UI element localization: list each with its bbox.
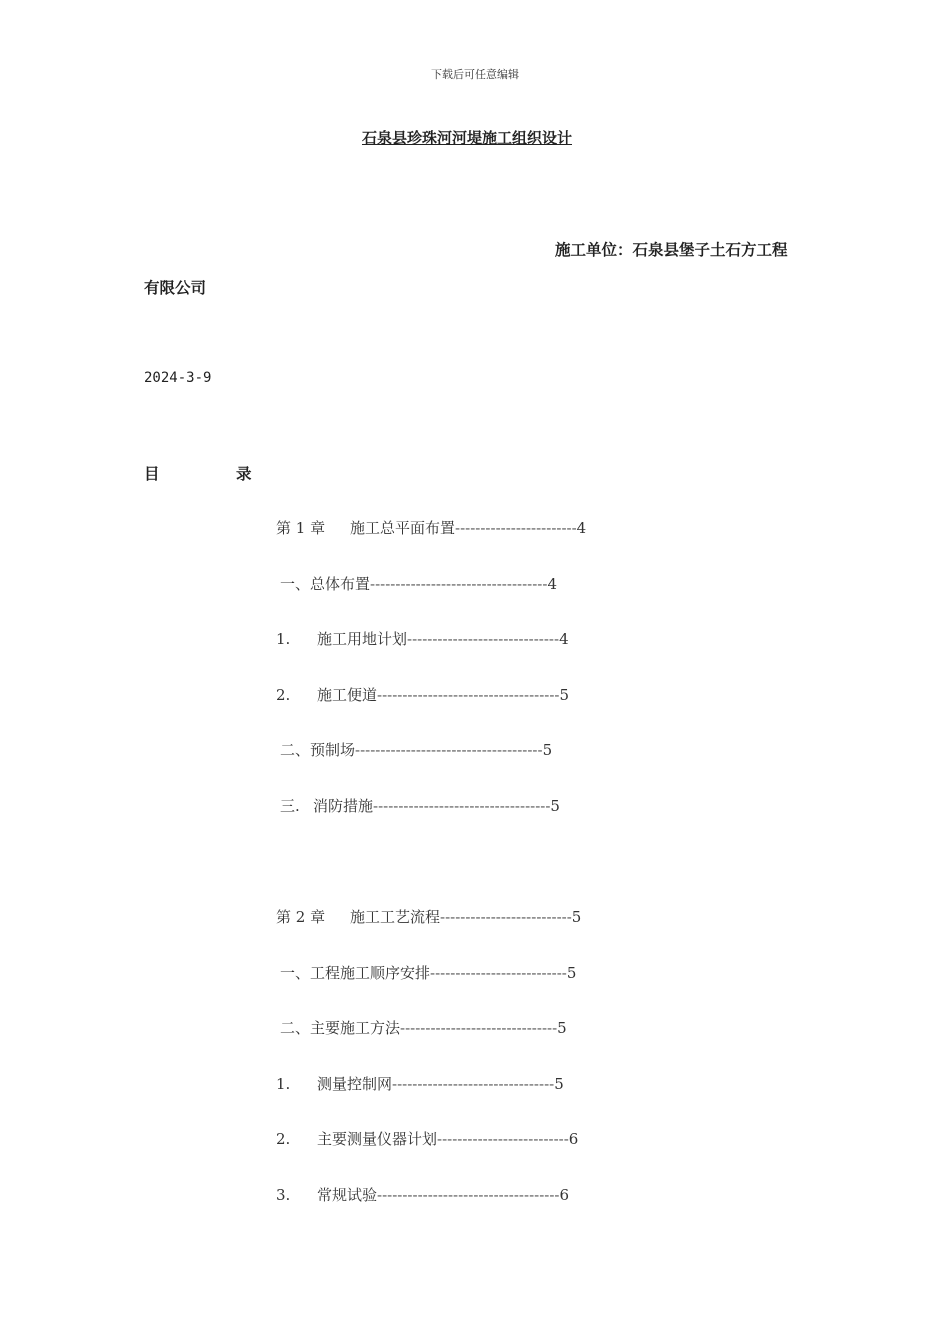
toc-entry-page: 6 <box>568 1130 579 1148</box>
toc-entry-title: 测量控制网 <box>317 1075 393 1093</box>
document-title: 石泉县珍珠河河堤施工组织设计 <box>361 129 572 147</box>
toc-entry-leader: ------------------------ <box>455 519 577 537</box>
toc-entry <box>276 1073 564 1094</box>
toc-entry-leader: ----------------------------------- <box>370 575 548 593</box>
toc-entry-title: 总体布置 <box>310 575 371 593</box>
toc-entry-page: 5 <box>542 741 553 759</box>
toc-entry-prefix: 三. <box>280 797 300 815</box>
toc-entry-leader: --------------------------- <box>430 964 567 982</box>
toc-entry-title: 主要施工方法 <box>310 1019 401 1037</box>
toc-entry-prefix: 二、 <box>280 1019 311 1037</box>
toc-entry-page: 6 <box>559 1186 570 1204</box>
header-note: 下载后可任意编辑 <box>431 68 519 81</box>
toc-entry-title: 施工便道 <box>317 686 378 704</box>
toc-entry-leader: -------------------------------- <box>392 1075 555 1093</box>
toc-entry <box>276 684 569 705</box>
document-date: 2024-3-9 <box>144 370 212 386</box>
toc-entry <box>280 739 552 760</box>
toc-entry-title: 施工工艺流程 <box>350 908 441 926</box>
toc-entry <box>276 1184 569 1205</box>
toc-entry-title: 主要测量仪器计划 <box>317 1130 438 1148</box>
toc-entry-title: 施工用地计划 <box>317 630 408 648</box>
toc-entry-title: 常规试验 <box>317 1186 378 1204</box>
toc-entry <box>280 573 557 594</box>
toc-entry-page: 4 <box>547 575 557 593</box>
toc-heading-left: 目 <box>144 464 160 483</box>
toc-entry-page: 5 <box>566 964 577 982</box>
toc-entry-prefix: 二、 <box>280 741 311 759</box>
toc-entry-prefix: 1. <box>276 1075 291 1093</box>
toc-entry-leader: ----------------------------------- <box>373 797 551 815</box>
toc-entry <box>280 962 576 983</box>
toc-entry <box>276 906 581 927</box>
toc-entry-page: 5 <box>554 1075 564 1093</box>
toc-entry-title: 工程施工顺序安排 <box>310 964 431 982</box>
toc-entry-title: 施工总平面布置 <box>350 519 456 537</box>
toc-heading-right: 录 <box>236 464 252 483</box>
toc-entry-leader: -------------------------- <box>437 1130 569 1148</box>
toc-entry-page: 5 <box>557 1019 567 1037</box>
toc-entry-prefix: 第 1 章 <box>276 519 326 537</box>
toc-entry-prefix: 3. <box>276 1186 291 1204</box>
toc-entry-prefix: 一、 <box>280 575 311 593</box>
construction-unit-line2: 有限公司 <box>144 278 207 297</box>
construction-unit-line1: 施工单位：石泉县堡子土石方工程 <box>555 240 788 259</box>
toc-entry-leader: ------------------------------------- <box>355 741 543 759</box>
toc-entry <box>276 628 569 649</box>
toc-entry-prefix: 第 2 章 <box>276 908 326 926</box>
toc-entry-page: 5 <box>559 686 570 704</box>
toc-entry-leader: ------------------------------ <box>407 630 560 648</box>
toc-entry-page: 5 <box>571 908 582 926</box>
toc-entry-prefix: 2. <box>276 686 291 704</box>
toc-entry-leader: ------------------------------------ <box>377 1186 560 1204</box>
toc-entry <box>276 1128 578 1149</box>
toc-entry <box>280 795 560 816</box>
toc-entry-leader: ------------------------------------ <box>377 686 560 704</box>
toc-entry <box>276 517 586 538</box>
toc-entry <box>280 1017 567 1038</box>
toc-entry-title: 预制场 <box>310 741 356 759</box>
toc-entry-leader: ------------------------------- <box>400 1019 558 1037</box>
toc-entry-page: 5 <box>550 797 560 815</box>
toc-entry-prefix: 2. <box>276 1130 291 1148</box>
toc-entry-title: 消防措施 <box>313 797 374 815</box>
toc-entry-page: 4 <box>559 630 569 648</box>
toc-entry-prefix: 一、 <box>280 964 311 982</box>
toc-entry-leader: -------------------------- <box>440 908 572 926</box>
toc-entry-prefix: 1. <box>276 630 291 648</box>
toc-entry-page: 4 <box>576 519 587 537</box>
